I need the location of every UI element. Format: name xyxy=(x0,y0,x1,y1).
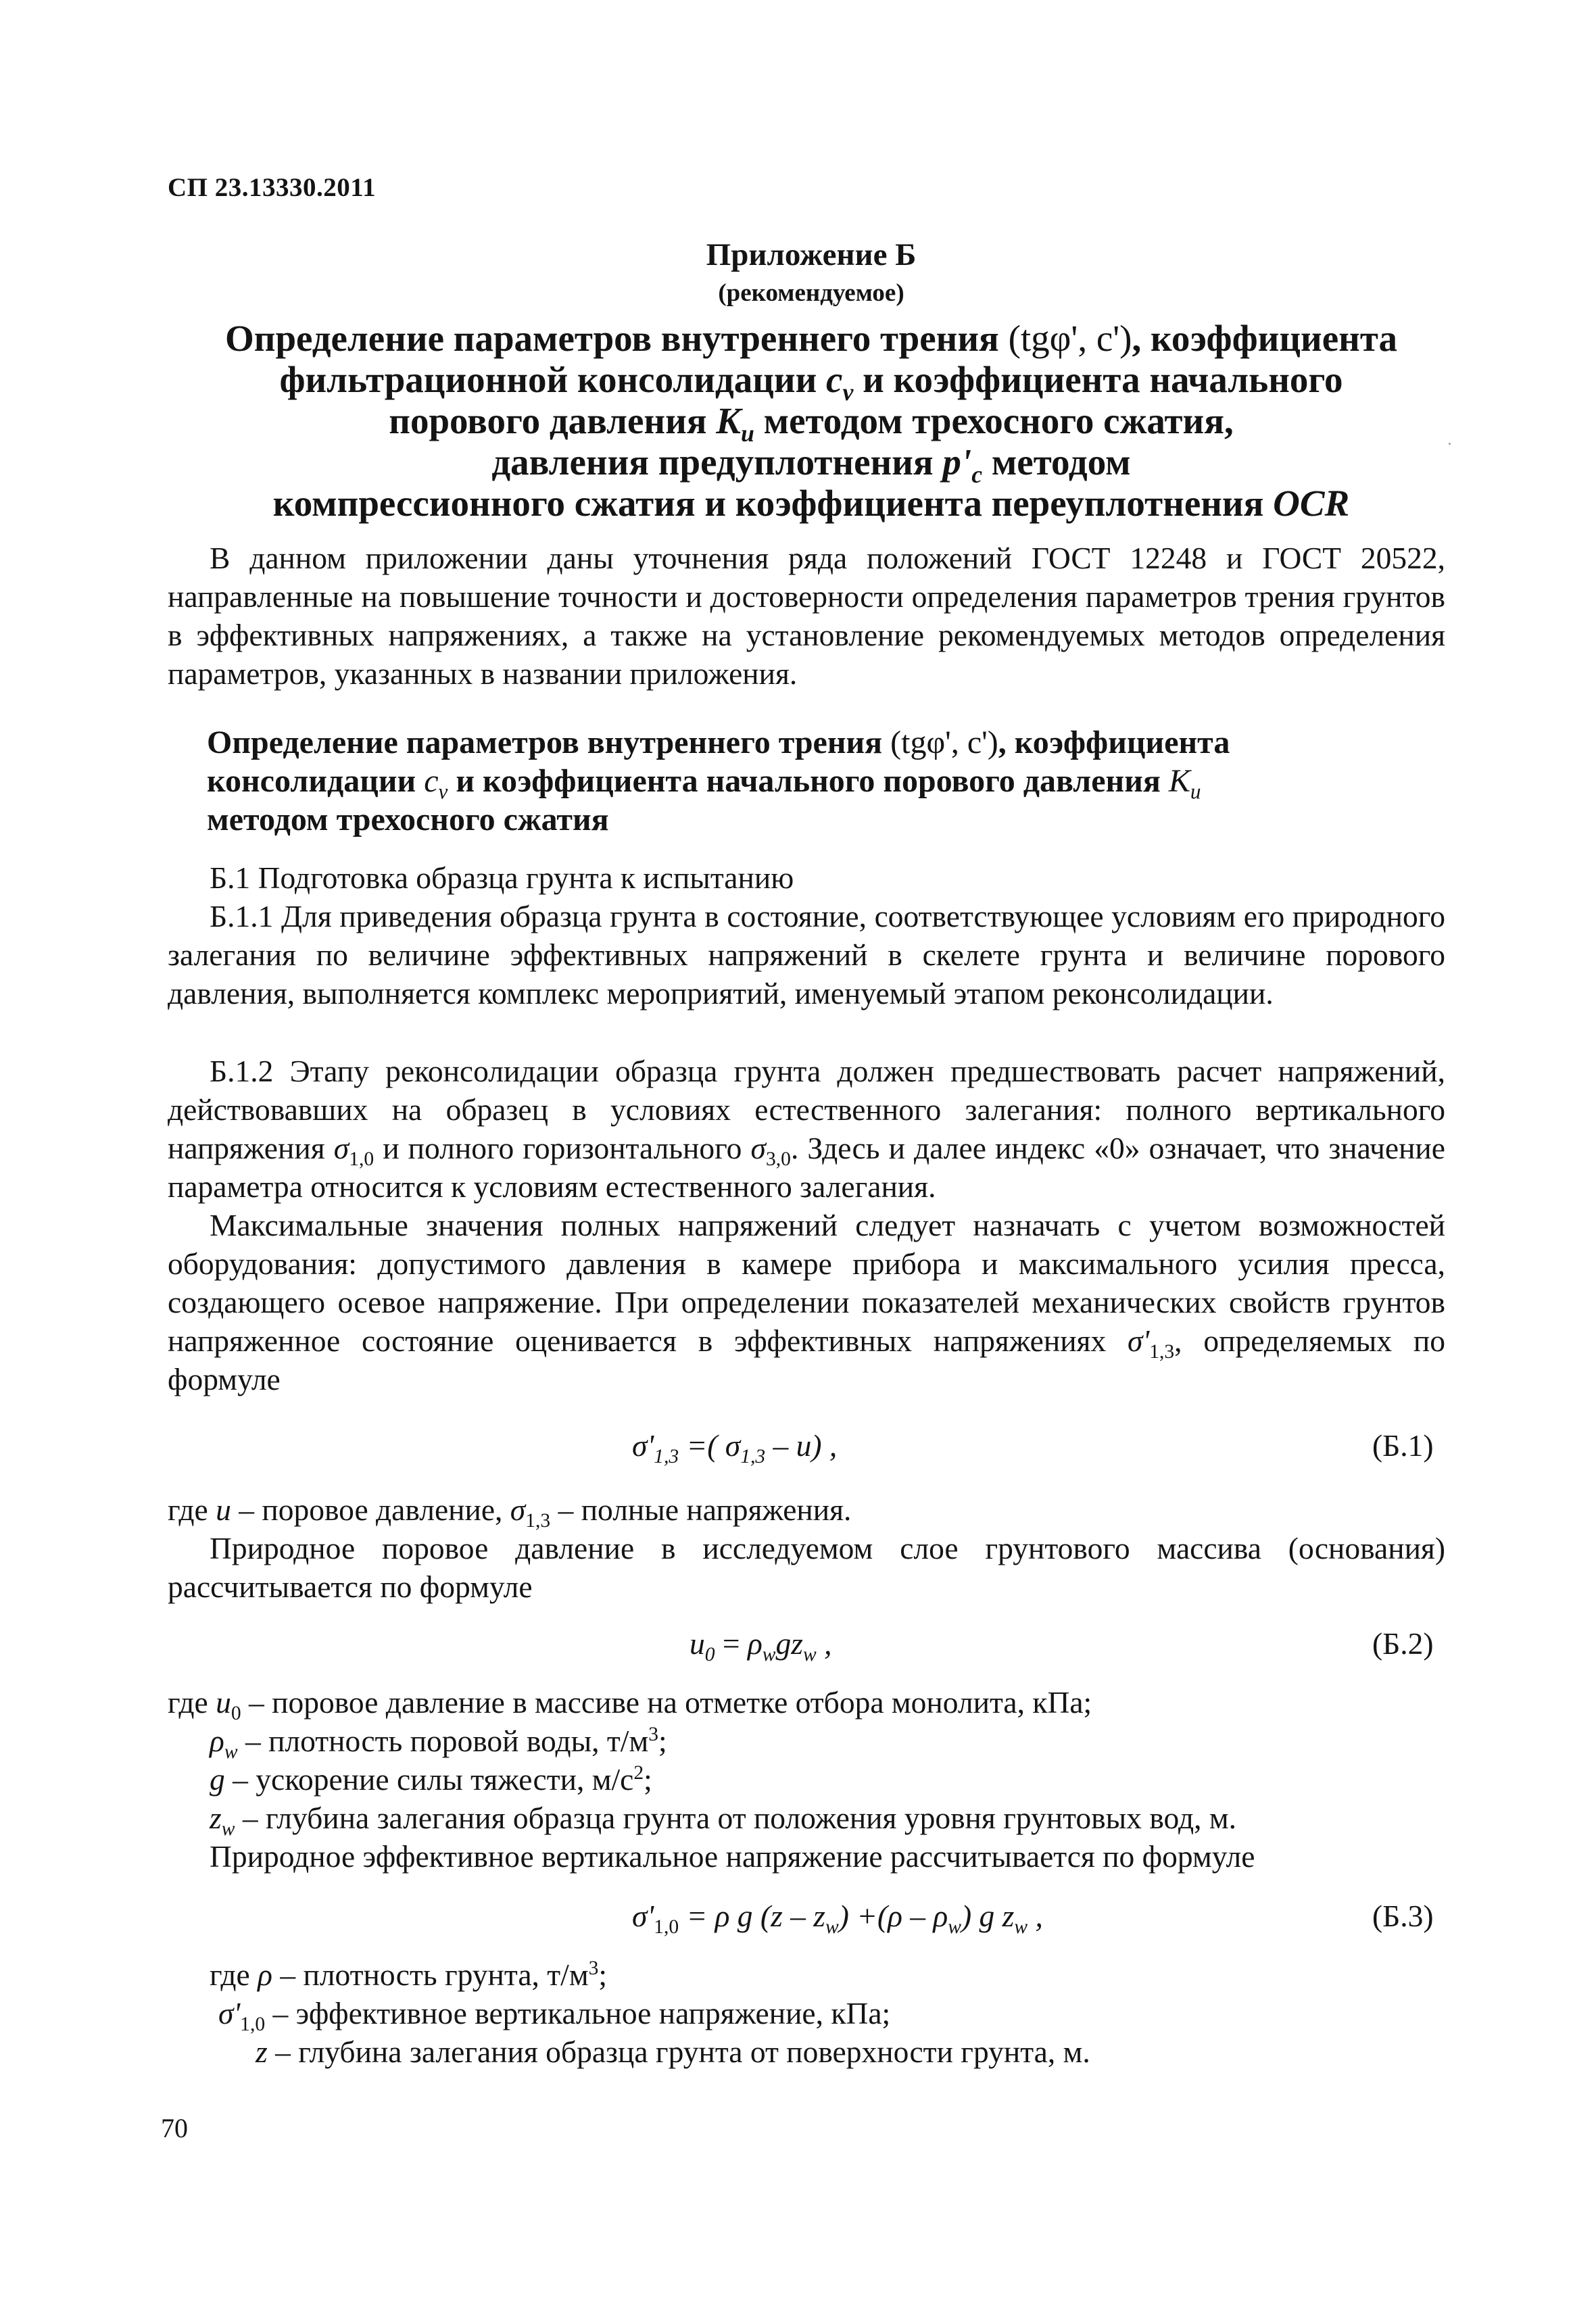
title-line-4: давления предуплотнения $p'_c$ методом xyxy=(491,441,1131,488)
appendix-title: Приложение Б xyxy=(706,237,917,272)
formula-b3: $\sigma'_{1,0} = \rho$ g $(z - z_w) +(\rho - \rho_w)$ g $z_w$ , xyxy=(632,1899,1043,1939)
equation-number-b3: (Б.3) xyxy=(1372,1899,1434,1933)
clause-b1-2: Б.1.2 Этапу реконсолидации образца грунта должен предшествовать расчет напряжений, действовавших на образец в условиях естественного залегания: полного вертикального напряжения $\sigma_{1,0}$ и полного горизонтального $\sigma_{3,0}$. Здесь и далее индекс «0» означает, что значение параметра относится к условиям естественного залегания. xyxy=(168,1054,1445,1204)
title-line-3: порового давления $K_u$ методом трехосного сжатия, xyxy=(389,400,1234,447)
document-number: СП 23.13330.2011 xyxy=(168,173,377,202)
scan-speck xyxy=(1449,443,1451,445)
where-b3-definitions: где ρ – плотность грунта, $т/м^3$; $\sigma'_{1,0}$ – эффективное вертикальное напряжение, кПа; z – глубина залегания образца грунта от поверхности грунта, м. xyxy=(210,1957,1090,2069)
appendix-main-title xyxy=(101,318,1521,524)
appendix-status: (рекомендуемое) xyxy=(718,279,904,307)
max-stress-paragraph: Максимальные значения полных напряжений следует назначать с учетом возможностей оборудования: допустимого давления в камере прибора и максимального усилия пресса, создающего осевое напряжение. При определении показателей механических свойств грунтов напряженное состояние оценивается в эффективных напряжениях $\sigma'_{1,3}$, определяемых по формуле xyxy=(168,1208,1445,1396)
title-line-2: фильтрационной консолидации $c_v$ и коэффициента начального xyxy=(279,359,1343,406)
where-b2-definitions: где $u_0$ – поровое давление в массиве на отметке отбора монолита, кПа; $\rho_w$ – плотность поровой воды, $т/м^3$; g – ускорение силы тяжести, $м/с^2$; $z_w$ – глубина залегания образца грунта от положения уровня грунтовых вод, м. xyxy=(168,1685,1237,1841)
formula-b1: $\sigma'_{1,3}$ =( $\sigma_{1,3} - u$) , xyxy=(632,1428,838,1468)
title-line-5: компрессионного сжатия и коэффициента переуплотнения OCR xyxy=(272,483,1350,524)
section-heading: Определение параметров внутреннего трения (tgφ', c'), коэффициента консолидации $c_v$ и коэффициента начального порового давления $K_u$ методом трехосного сжатия xyxy=(207,725,1230,837)
natural-pressure-paragraph: Природное поровое давление в исследуемом слое грунтового массива (основания) рассчитывается по формуле xyxy=(168,1531,1445,1604)
equation-number-b2: (Б.2) xyxy=(1372,1626,1434,1661)
formula-b2: $u_0 = \rho_wgz_w$ , xyxy=(690,1626,832,1666)
equation-number-b1: (Б.1) xyxy=(1372,1428,1434,1463)
where-u: где u – поровое давление, $\sigma_{1,3}$ – полные напряжения. xyxy=(168,1492,852,1532)
effective-stress-paragraph: Природное эффективное вертикальное напряжение рассчитывается по формуле xyxy=(210,1839,1255,1874)
title-line-1: Определение параметров внутреннего трения (tgφ', c'), коэффициента xyxy=(224,318,1398,359)
intro-paragraph: В данном приложении даны уточнения ряда положений ГОСТ 12248 и ГОСТ 20522, направленные на повышение точности и достоверности определения параметров трения грунтов в эффективных напряжениях, а также на установление рекомендуемых методов определения параметров, указанных в названии приложения. xyxy=(168,541,1445,691)
clause-b1-1: Б.1.1 Для приведения образца грунта в состояние, соответствующее условиям его природного залегания по величине эффективных напряжений в скелете грунта и величине порового давления, выполняется комплекс мероприятий, именуемый этапом реконсолидации. xyxy=(168,899,1445,1010)
page-number: 70 xyxy=(161,2113,188,2143)
clause-b1: Б.1 Подготовка образца грунта к испытанию xyxy=(210,860,794,895)
